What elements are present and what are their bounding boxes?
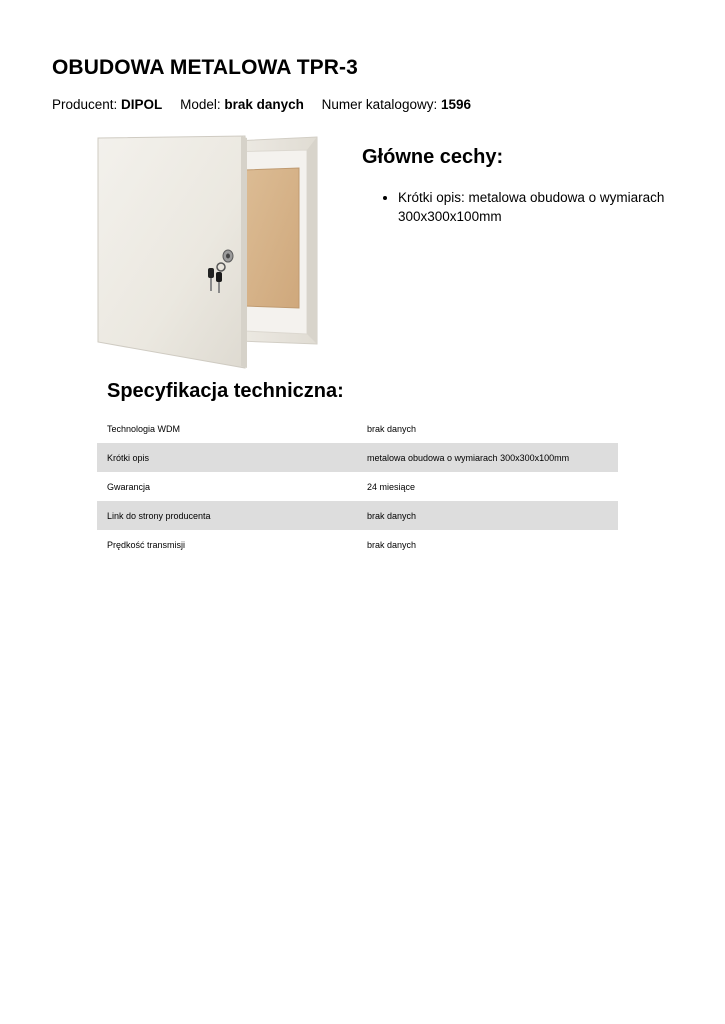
spec-value: 24 miesiące <box>367 481 416 492</box>
spec-key: Prędkość transmisji <box>107 539 186 550</box>
spec-value: brak danych <box>367 539 417 550</box>
product-title: OBUDOWA METALOWA TPR-3 <box>52 56 358 79</box>
spec-row <box>97 472 618 501</box>
spec-heading: Specyfikacja techniczna: <box>107 380 344 402</box>
spec-value: brak danych <box>357 501 618 530</box>
feature-item: • Krótki opis: metalowa obudowa o wymiarach 300x300x100mm <box>398 188 688 226</box>
catalog-info <box>322 97 471 112</box>
product-meta <box>52 97 485 112</box>
model-label: Model: <box>180 97 225 112</box>
catalog-label: Numer katalogowy: <box>321 97 441 112</box>
spec-table <box>97 414 618 559</box>
metal-enclosure-illustration <box>95 130 325 372</box>
spec-value: metalowa obudowa o wymiarach 300x300x100mm <box>357 443 618 472</box>
producer-label: Producent: <box>52 97 122 112</box>
spec-row <box>97 501 618 530</box>
spec-row <box>97 414 618 443</box>
spec-row <box>97 530 618 559</box>
spec-key: Technologia WDM <box>107 423 181 434</box>
model-value: brak danych <box>224 97 304 112</box>
model-info <box>180 97 304 112</box>
spec-key: Link do strony producenta <box>97 501 357 530</box>
producer-info <box>52 97 162 112</box>
spec-value: brak danych <box>367 423 417 434</box>
features-heading: Główne cechy: <box>362 146 504 168</box>
features-list <box>380 188 688 226</box>
producer-value: DIPOL <box>121 97 163 112</box>
catalog-value: 1596 <box>440 97 472 112</box>
spec-key: Gwarancja <box>107 481 151 492</box>
spec-key: Krótki opis <box>97 443 357 472</box>
product-image <box>95 130 325 372</box>
spec-row <box>97 443 618 472</box>
